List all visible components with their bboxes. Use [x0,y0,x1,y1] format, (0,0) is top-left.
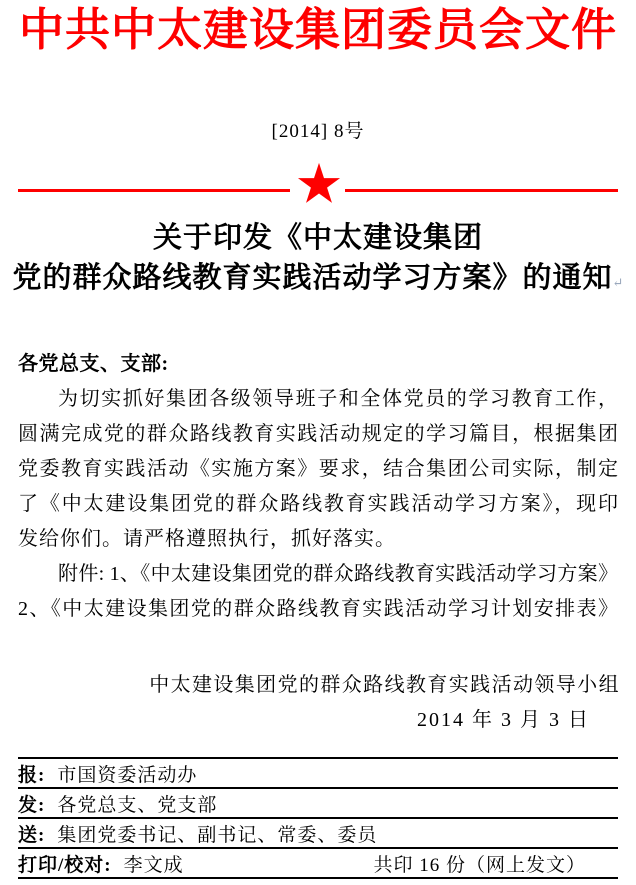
red-star-icon [296,161,342,209]
attachment-line: 2、《中太建设集团党的群众路线教育实践活动学习计划安排表》 [18,598,618,620]
document-title-line1: 关于印发《中太建设集团 [152,222,483,254]
signature-issuer: 中太建设集团党的群众路线教育实践活动领导小组 [149,674,620,696]
distribution-row-issue [18,787,618,817]
body-line: 圆满完成党的群众路线教育实践活动规定的学习篇目，根据集团 [18,423,618,445]
body-line: 党委教育实践活动《实施方案》要求，结合集团公司实际，制定 [18,458,618,480]
row-value: 市国资委活动办 [57,764,198,786]
letterhead-org-title: 中共中太建设集团委员会文件 [18,5,617,55]
distribution-row-print [18,847,618,879]
distribution-row-send [18,817,618,847]
row-value: 集团党委书记、副书记、常委、委员 [57,824,378,846]
red-line-left-segment [18,189,290,192]
row-value: 各党总支、党支部 [57,794,218,816]
red-separator-rule [18,160,618,212]
body-line: 发给你们。请严格遵照执行，抓好落实。 [18,528,396,550]
signature-date: 2014 年 3 月 3 日 [417,709,590,731]
red-line-right-segment [345,189,618,192]
print-count: 共印 16 份（网上发文） [373,854,586,876]
document-title-line2: 党的群众路线教育实践活动学习方案》的通知↵ [12,262,624,294]
document-body [18,347,618,627]
body-line: 为切实抓好集团各级领导班子和全体党员的学习教育工作， [58,388,618,410]
body-line: 了《中太建设集团党的群众路线教育实践活动学习方案》，现印 [18,493,618,515]
document-title [0,218,636,303]
attachment-line: 附件: 1、《中太建设集团党的群众路线教育实践活动学习方案》 [58,563,618,585]
paragraph-return-icon: ↵ [612,275,624,290]
distribution-row-report [18,757,618,787]
row-label: 报: [18,764,46,786]
signature-block [0,668,636,738]
row-value: 李文成 [123,854,184,876]
salutation: 各党总支、支部: [18,353,169,375]
distribution-table [18,757,618,879]
row-label: 发: [18,794,46,816]
document-number: [2014] 8号 [271,121,365,142]
row-label: 送: [18,824,46,846]
row-label: 打印/校对: [18,854,112,876]
